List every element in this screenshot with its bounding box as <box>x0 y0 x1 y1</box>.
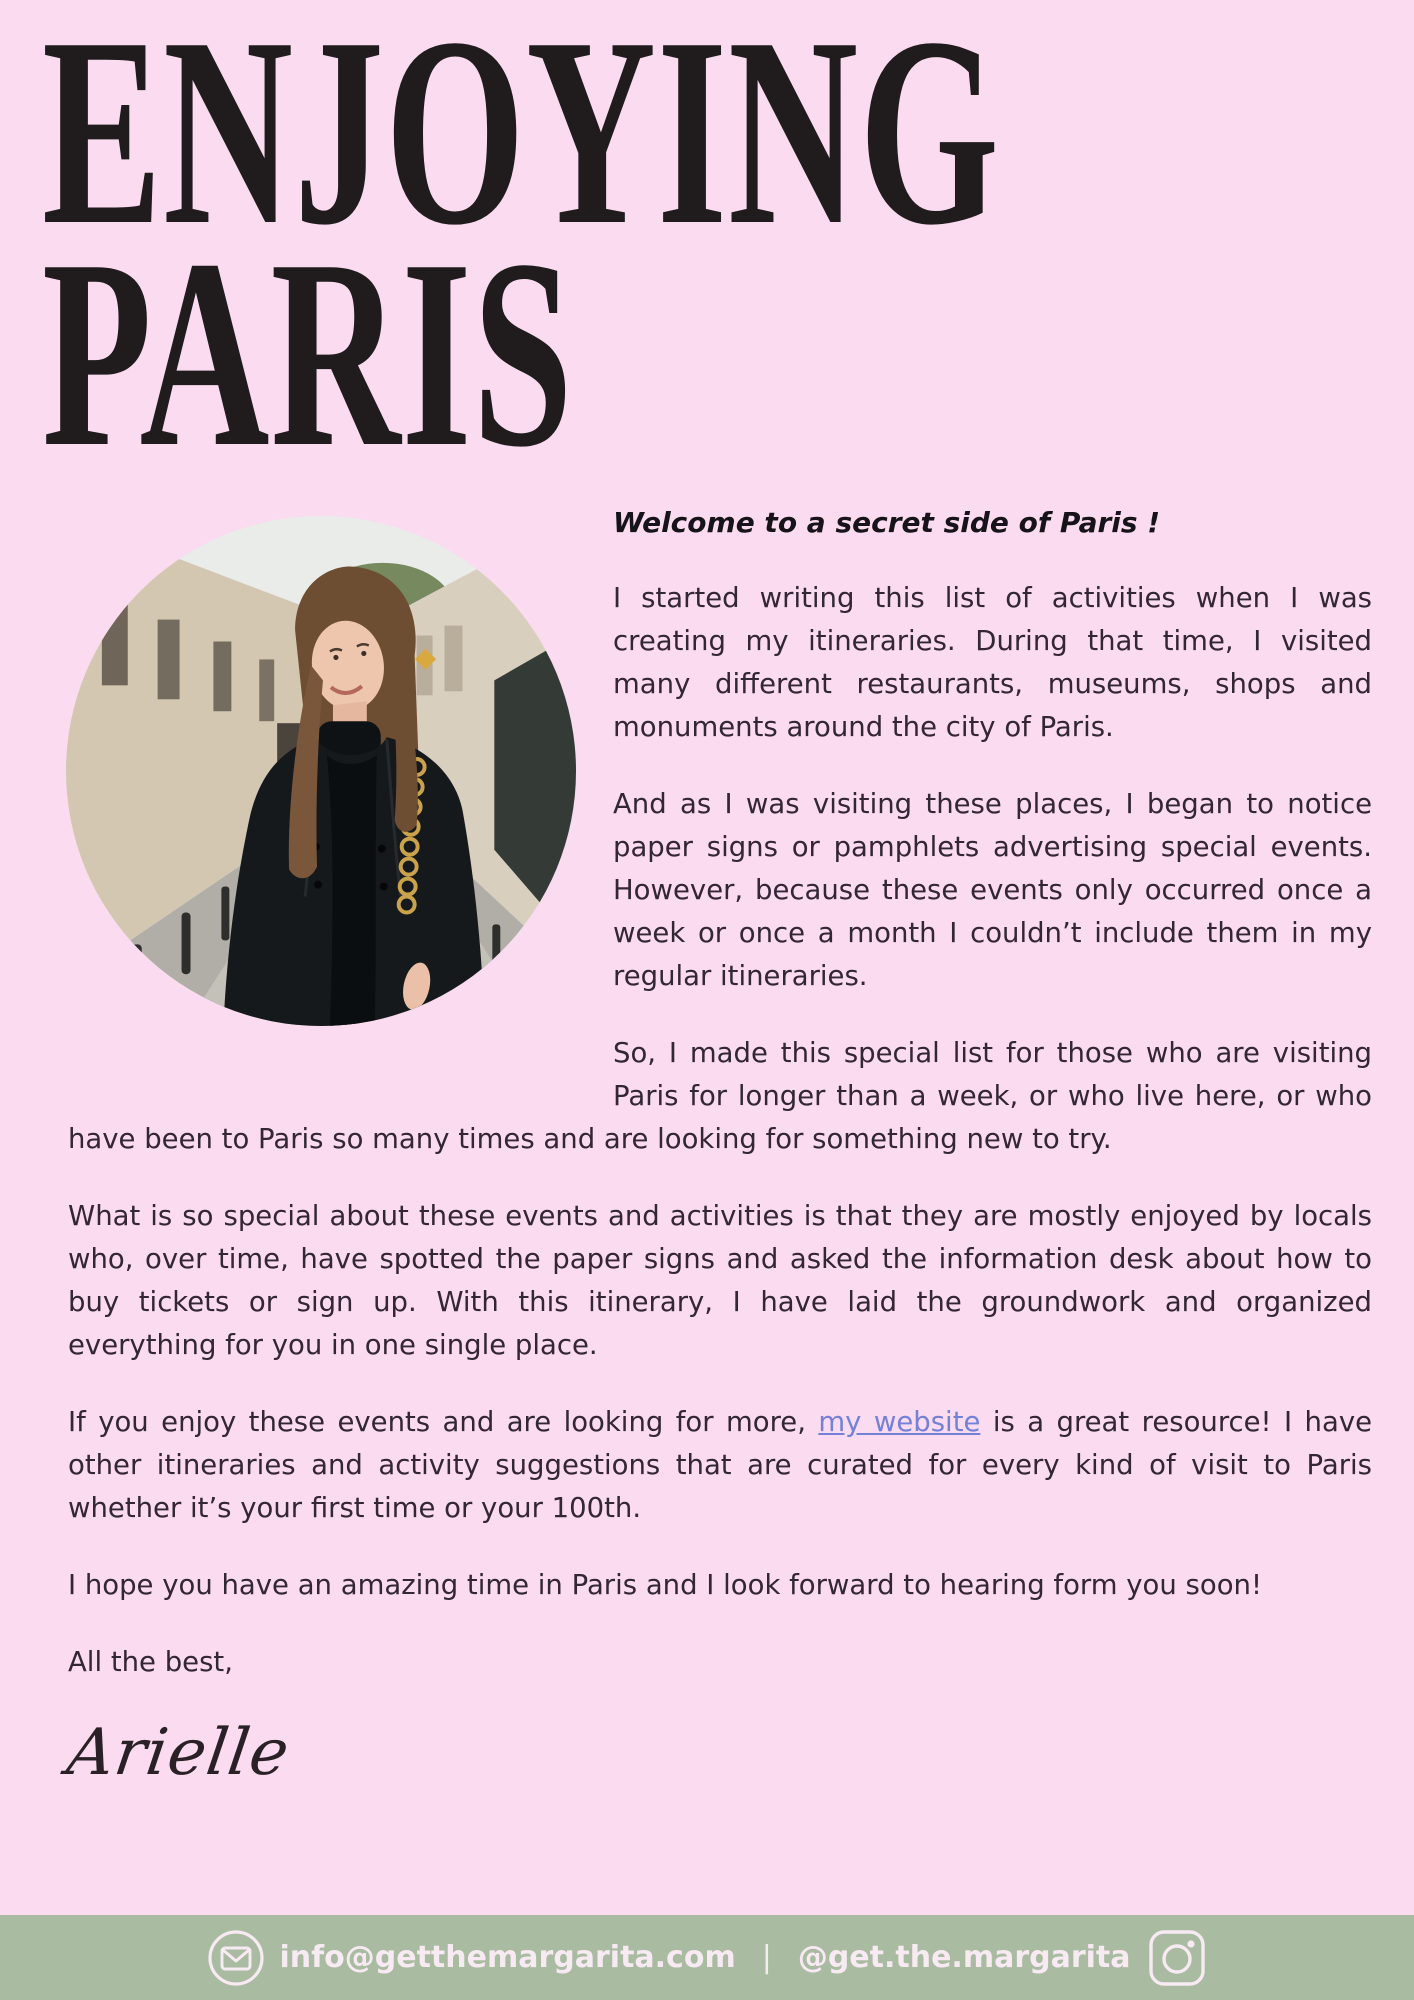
paragraph-4: What is so special about these events and activities is that they are mostly enjoyed by locals who, over time, have spotted the paper signs and asked the information desk about how to buy tickets or sign up. With this itinerary, I have laid the groundwork and organized everything for you in one single place. <box>68 1200 1372 1361</box>
instagram-icon <box>1147 1928 1207 1988</box>
welcome-heading: Welcome to a secret side of Paris ! <box>613 506 1161 539</box>
closing-line: All the best, <box>68 1646 233 1678</box>
email-icon <box>207 1929 265 1987</box>
footer-bar <box>0 1915 1414 2000</box>
paragraph-5-before: If you enjoy these events and are looking for more, <box>68 1406 819 1438</box>
photo-wrap-spacer <box>68 500 613 1086</box>
footer-email[interactable]: info@getthemargarita.com <box>279 1940 736 1975</box>
footer-instagram-handle[interactable]: @get.the.margarita <box>797 1940 1131 1975</box>
paragraph-1: I started writing this list of activities when I was creating my itineraries. During that time, I visited many different restaurants, museums, shops and monuments around the city of Paris. <box>613 582 1372 743</box>
footer-separator: | <box>761 1940 772 1975</box>
paragraph-5 <box>68 1401 1372 1530</box>
title-line-1: ENJOYING <box>42 0 1001 281</box>
title-line-2: PARIS <box>42 204 574 503</box>
page-title <box>42 0 1001 503</box>
signature: Arielle <box>62 1716 295 1790</box>
paragraph-5-after: is a great resource! I have other itineraries and activity suggestions that are curated for every kind of visit to Paris whether it’s your first time or your 100th. <box>68 1406 1373 1524</box>
paragraph-6: I hope you have an amazing time in Paris and I look forward to hearing form you soon! <box>68 1569 1262 1601</box>
intro-text <box>62 500 1373 1796</box>
paragraph-2: And as I was visiting these places, I began to notice paper signs or pamphlets advertising special events. However, because these events only occurred once a week or once a month I couldn’t include them in my regular itineraries. <box>613 788 1372 992</box>
paragraph-3: So, I made this special list for those who are visiting Paris for longer than a week, or who live here, or who have been to Paris so many times and are looking for something new to try. <box>68 1037 1372 1155</box>
my-website-link[interactable]: my website <box>818 1406 981 1438</box>
